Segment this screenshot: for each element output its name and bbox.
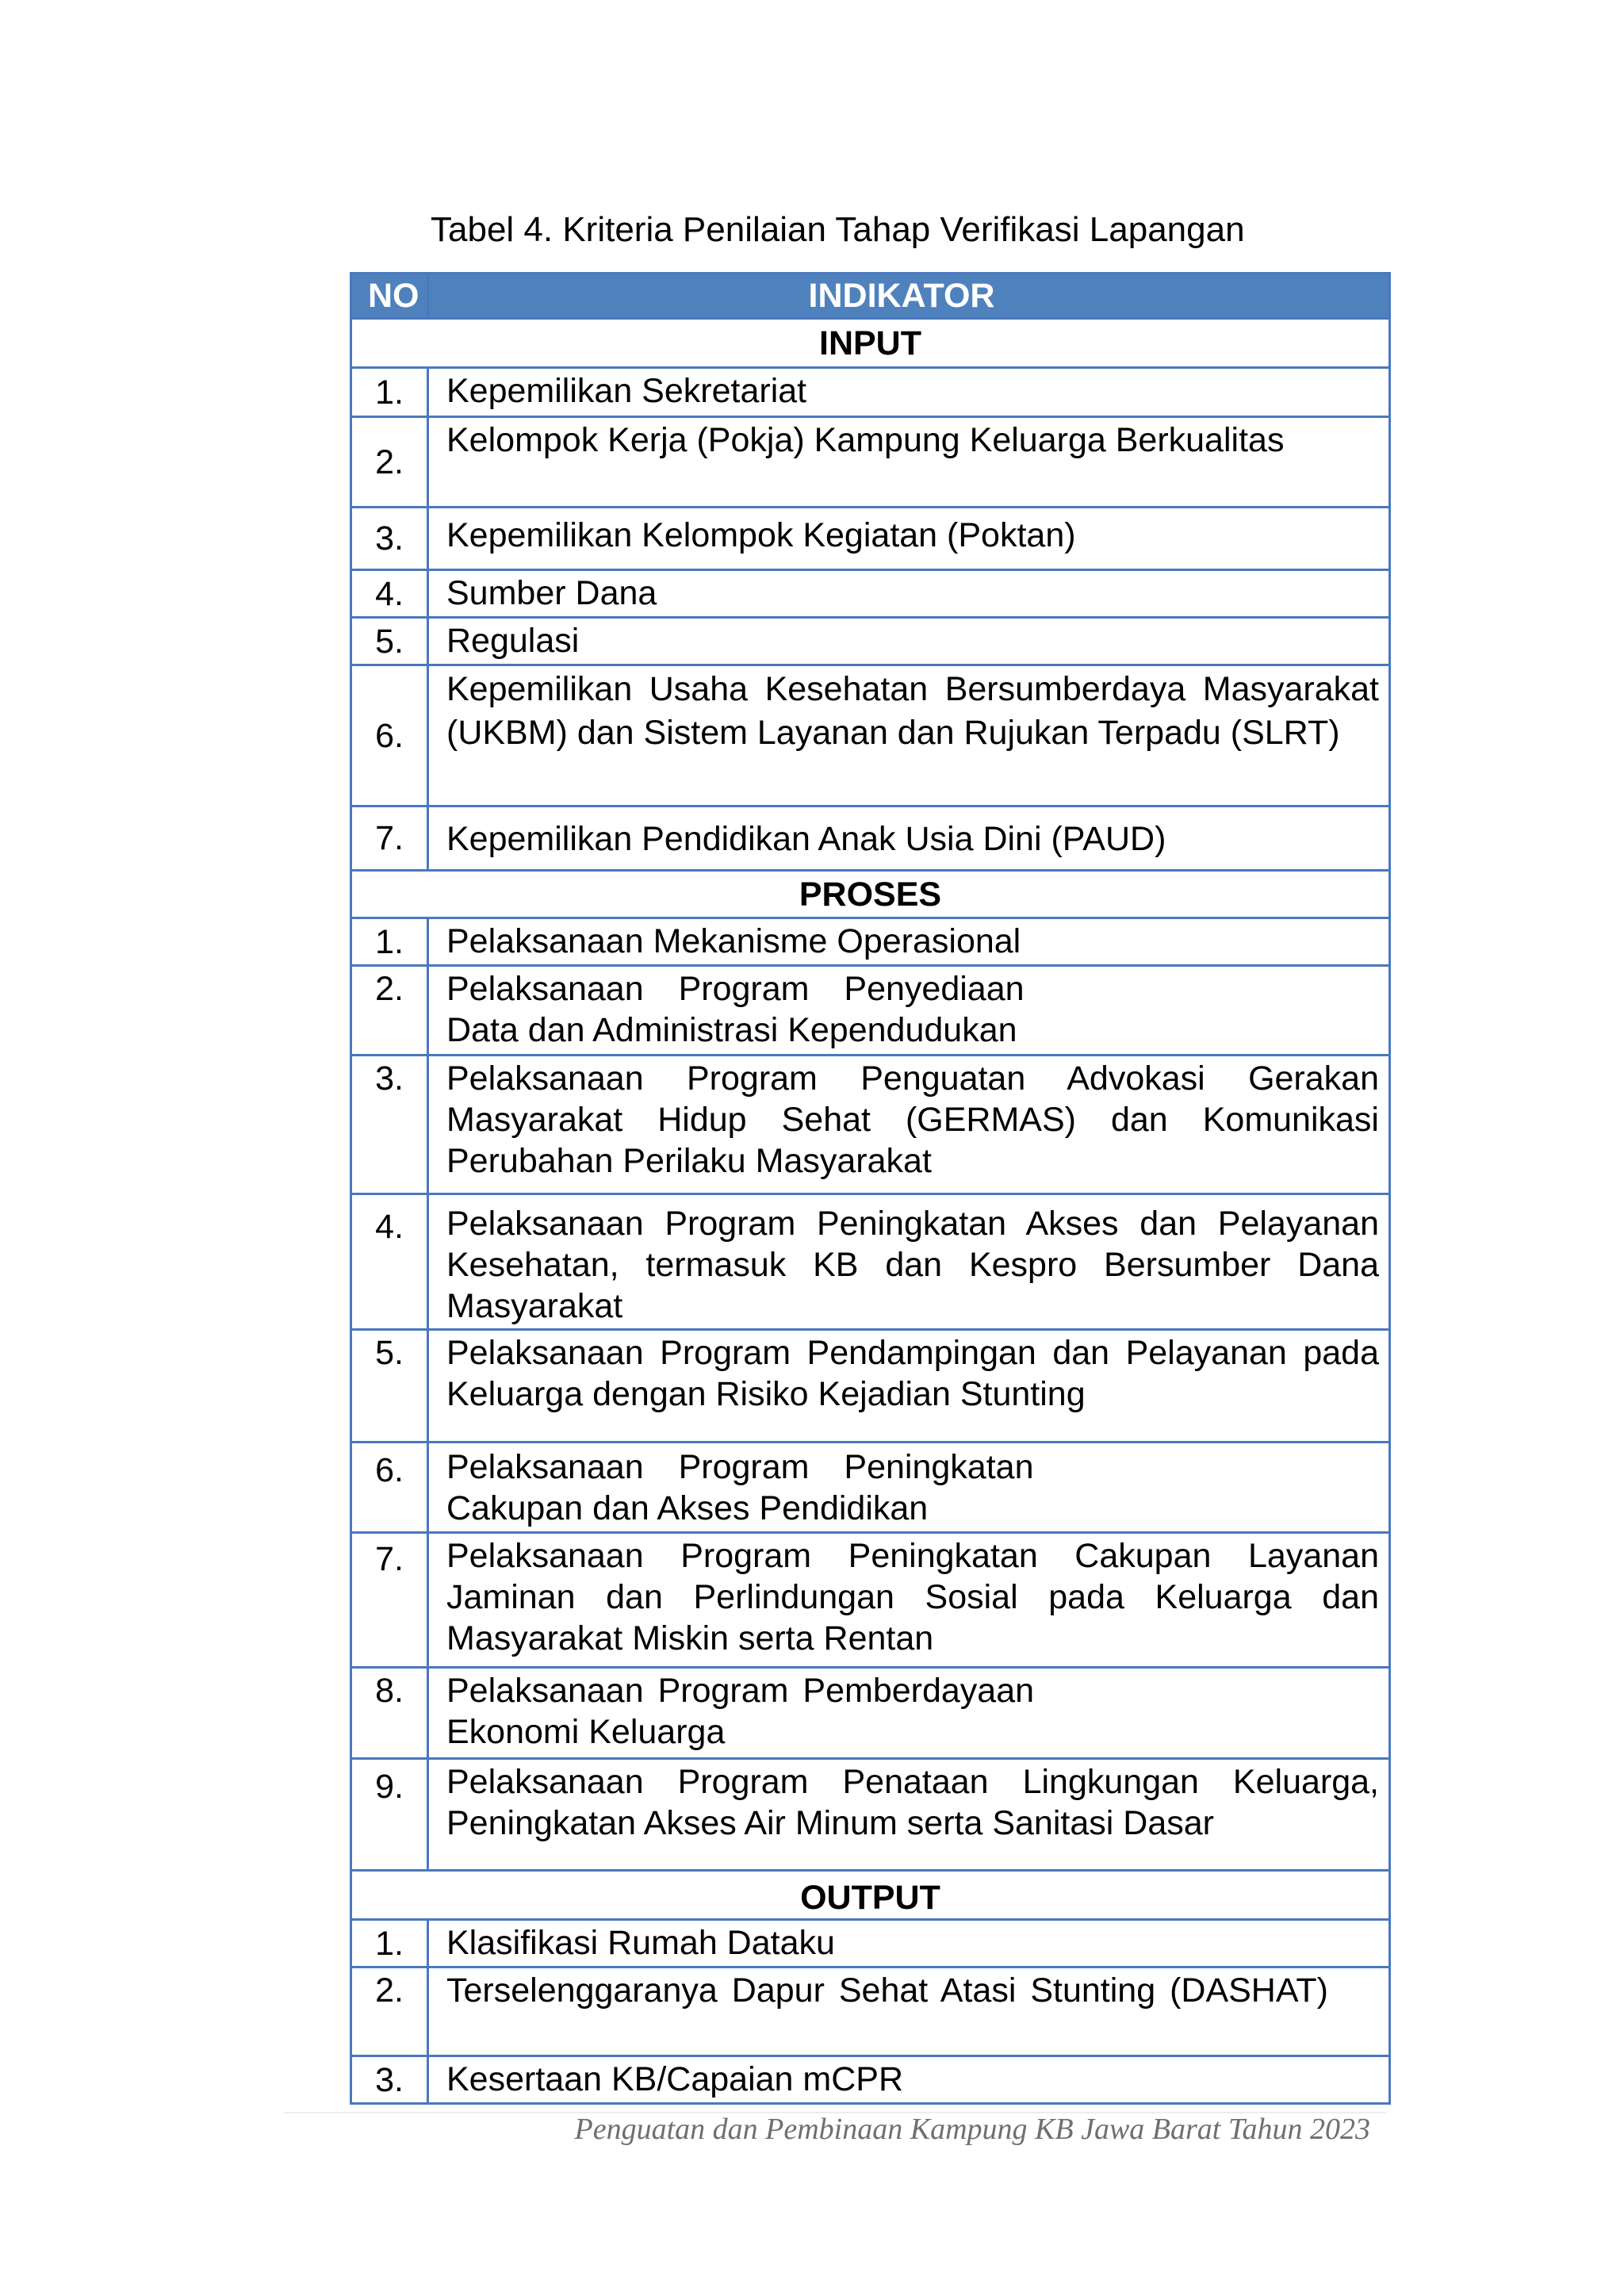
row-number: 4. xyxy=(351,1194,428,1330)
row-indikator: Kepemilikan Pendidikan Anak Usia Dini (PAUD) xyxy=(428,807,1390,871)
row-indikator-line2: Ekonomi Keluarga xyxy=(446,1713,726,1751)
table-row xyxy=(351,966,1390,1056)
row-indikator-line1: Pelaksanaan Program Pemberdayaan xyxy=(446,1672,1035,1710)
row-indikator: Kelompok Kerja (Pokja) Kampung Keluarga Berkualitas xyxy=(428,417,1390,508)
row-indikator-line1: Pelaksanaan Program Penyediaan xyxy=(446,970,1025,1008)
row-indikator: Regulasi xyxy=(428,618,1390,665)
table-header-row xyxy=(351,274,1390,319)
section-row-input xyxy=(351,319,1390,368)
row-number: 9. xyxy=(351,1759,428,1871)
section-title-proses: PROSES xyxy=(351,871,1390,918)
row-number: 7. xyxy=(351,807,428,871)
table-row xyxy=(351,1759,1390,1871)
row-indikator: Pelaksanaan Program Penataan Lingkungan Keluarga, Peningkatan Akses Air Minum serta Sanitasi Dasar xyxy=(428,1759,1390,1871)
row-number: 1. xyxy=(351,1920,428,1967)
table-row xyxy=(351,1330,1390,1443)
row-indikator xyxy=(428,1668,1390,1759)
row-indikator: Kepemilikan Sekretariat xyxy=(428,368,1390,417)
table-row xyxy=(351,2056,1390,2104)
table-row xyxy=(351,1194,1390,1330)
row-indikator-line2: Cakupan dan Akses Pendidikan xyxy=(446,1489,929,1527)
row-indikator: Pelaksanaan Program Peningkatan Cakupan Layanan Jaminan dan Perlindungan Sosial pada Keluarga dan Masyarakat Miskin serta Rentan xyxy=(428,1533,1390,1668)
row-number: 2. xyxy=(351,417,428,508)
table-row xyxy=(351,368,1390,417)
row-indikator: Pelaksanaan Program Penguatan Advokasi Gerakan Masyarakat Hidup Sehat (GERMAS) dan Komunikasi Perubahan Perilaku Masyarakat xyxy=(428,1056,1390,1194)
table-row xyxy=(351,1668,1390,1759)
table-row xyxy=(351,1056,1390,1194)
row-number: 3. xyxy=(351,2056,428,2104)
row-number: 6. xyxy=(351,665,428,807)
row-number: 4. xyxy=(351,570,428,618)
row-indikator: Kepemilikan Kelompok Kegiatan (Poktan) xyxy=(428,508,1390,570)
section-title-output: OUTPUT xyxy=(351,1871,1390,1920)
section-row-proses xyxy=(351,871,1390,918)
row-indikator: Klasifikasi Rumah Dataku xyxy=(428,1920,1390,1967)
row-indikator-line2: Data dan Administrasi Kependudukan xyxy=(446,1011,1017,1049)
page-footer: Penguatan dan Pembinaan Kampung KB Jawa Barat Tahun 2023 xyxy=(574,2113,1370,2146)
row-number: 1. xyxy=(351,918,428,966)
row-number: 3. xyxy=(351,1056,428,1194)
section-title-input: INPUT xyxy=(351,319,1390,368)
table-row xyxy=(351,918,1390,966)
table-row xyxy=(351,417,1390,508)
criteria-table xyxy=(350,272,1391,2105)
row-number: 2. xyxy=(351,966,428,1056)
row-indikator: Pelaksanaan Program Pendampingan dan Pelayanan pada Keluarga dengan Risiko Kejadian Stunting xyxy=(428,1330,1390,1443)
header-indikator: INDIKATOR xyxy=(428,274,1390,319)
row-indikator xyxy=(428,966,1390,1056)
row-number: 1. xyxy=(351,368,428,417)
row-number: 7. xyxy=(351,1533,428,1668)
row-number: 5. xyxy=(351,618,428,665)
row-number: 8. xyxy=(351,1668,428,1759)
section-row-output xyxy=(351,1871,1390,1920)
row-number: 3. xyxy=(351,508,428,570)
row-number: 2. xyxy=(351,1967,428,2056)
table-row xyxy=(351,618,1390,665)
row-indikator: Kepemilikan Usaha Kesehatan Bersumberdaya Masyarakat (UKBM) dan Sistem Layanan dan Rujukan Terpadu (SLRT) xyxy=(428,665,1390,807)
row-indikator-line1: Pelaksanaan Program Peningkatan xyxy=(446,1448,1034,1486)
table-row xyxy=(351,1920,1390,1967)
table-row xyxy=(351,665,1390,807)
row-indikator: Kesertaan KB/Capaian mCPR xyxy=(428,2056,1390,2104)
table-row xyxy=(351,1443,1390,1533)
row-indikator xyxy=(428,1443,1390,1533)
table-row xyxy=(351,508,1390,570)
header-no: NO xyxy=(351,274,428,319)
row-indikator: Sumber Dana xyxy=(428,570,1390,618)
table-caption-text: Tabel 4. Kriteria Penilaian Tahap Verifikasi Lapangan xyxy=(431,210,1245,249)
row-indikator: Pelaksanaan Program Peningkatan Akses dan Pelayanan Kesehatan, termasuk KB dan Kespro Bersumber Dana Masyarakat xyxy=(428,1194,1390,1330)
table-row xyxy=(351,570,1390,618)
table-row xyxy=(351,1533,1390,1668)
table-row xyxy=(351,1967,1390,2056)
table-row xyxy=(351,807,1390,871)
row-indikator: Terselenggaranya Dapur Sehat Atasi Stunting (DASHAT) xyxy=(428,1967,1390,2056)
row-indikator: Pelaksanaan Mekanisme Operasional xyxy=(428,918,1390,966)
row-number: 6. xyxy=(351,1443,428,1533)
row-number: 5. xyxy=(351,1330,428,1443)
